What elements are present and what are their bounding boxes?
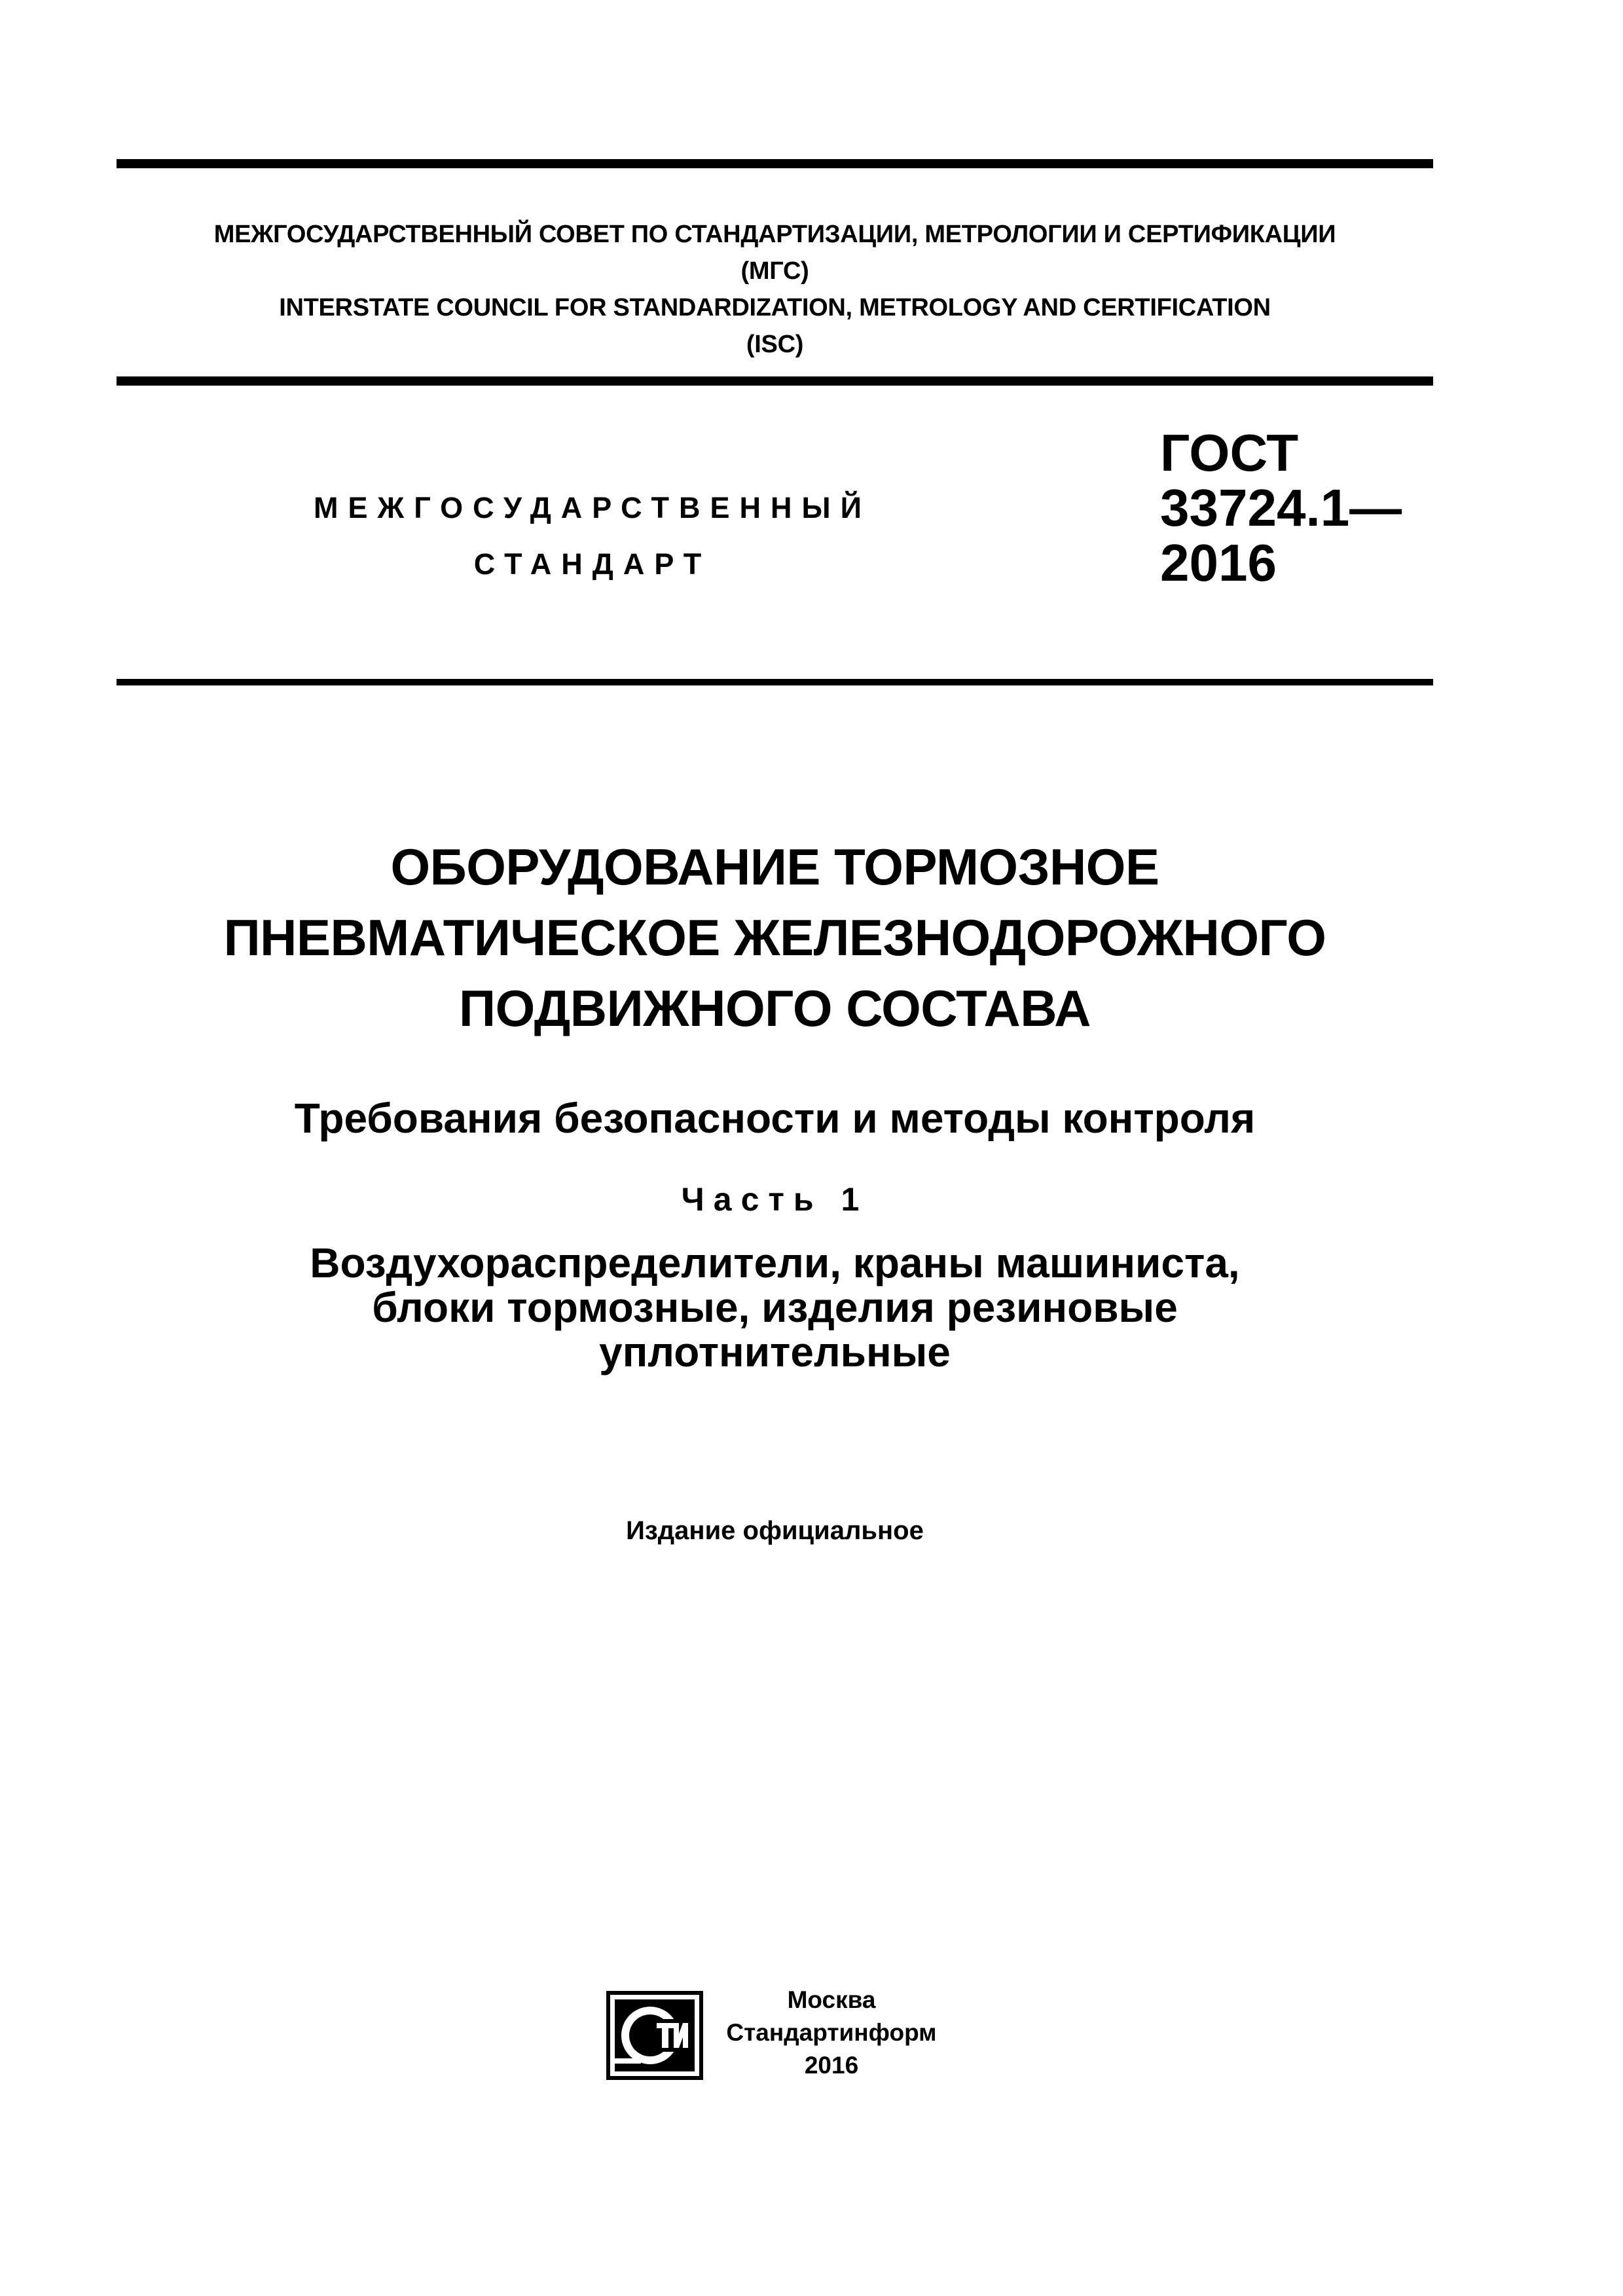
part-title-line1: Воздухораспределители, краны машиниста,	[310, 1239, 1240, 1286]
standard-type-line1: МЕЖГОСУДАРСТВЕННЫЙ	[314, 491, 871, 524]
document-subtitle: Требования безопасности и методы контроля	[294, 1095, 1256, 1142]
standard-type	[196, 480, 989, 592]
part-number: Часть 1	[681, 1181, 869, 1218]
council-name-en: INTERSTATE COUNCIL FOR STANDARDIZATION, METROLOGY AND CERTIFICATION	[279, 294, 1271, 321]
title-line1: ОБОРУДОВАНИЕ ТОРМОЗНОЕ	[390, 838, 1159, 896]
publisher-block	[714, 1984, 949, 2082]
standartinform-logo-icon	[606, 1990, 704, 2081]
publisher-year: 2016	[804, 2052, 859, 2079]
standard-type-line2: СТАНДАРТ	[473, 547, 712, 581]
designation-line2: 33724.1—	[1160, 479, 1402, 537]
standard-designation	[1160, 426, 1402, 591]
title-line2: ПНЕВМАТИЧЕСКОЕ ЖЕЛЕЗНОДОРОЖНОГО	[223, 909, 1326, 966]
publisher-name: Стандартинформ	[726, 2019, 937, 2046]
part-title-line3: уплотнительные	[599, 1328, 951, 1376]
designation-line1: ГОСТ	[1160, 424, 1299, 482]
top-divider	[117, 159, 1433, 168]
council-header	[117, 216, 1433, 363]
document-title	[117, 831, 1433, 1044]
header-divider	[117, 376, 1433, 386]
title-line3: ПОДВИЖНОГО СОСТАВА	[459, 979, 1091, 1037]
designation-line3: 2016	[1160, 534, 1277, 592]
council-name-ru: МЕЖГОСУДАРСТВЕННЫЙ СОВЕТ ПО СТАНДАРТИЗАЦИИ, МЕТРОЛОГИИ И СЕРТИФИКАЦИИ	[213, 221, 1336, 248]
designation-divider	[117, 679, 1433, 685]
council-abbr-ru: (МГС)	[740, 257, 809, 285]
council-abbr-en: (ISC)	[746, 331, 804, 358]
publisher-city: Москва	[787, 1986, 876, 2013]
part-title	[117, 1241, 1433, 1374]
part-title-line2: блоки тормозные, изделия резиновые	[372, 1284, 1178, 1331]
edition-note: Издание официальное	[626, 1516, 924, 1545]
